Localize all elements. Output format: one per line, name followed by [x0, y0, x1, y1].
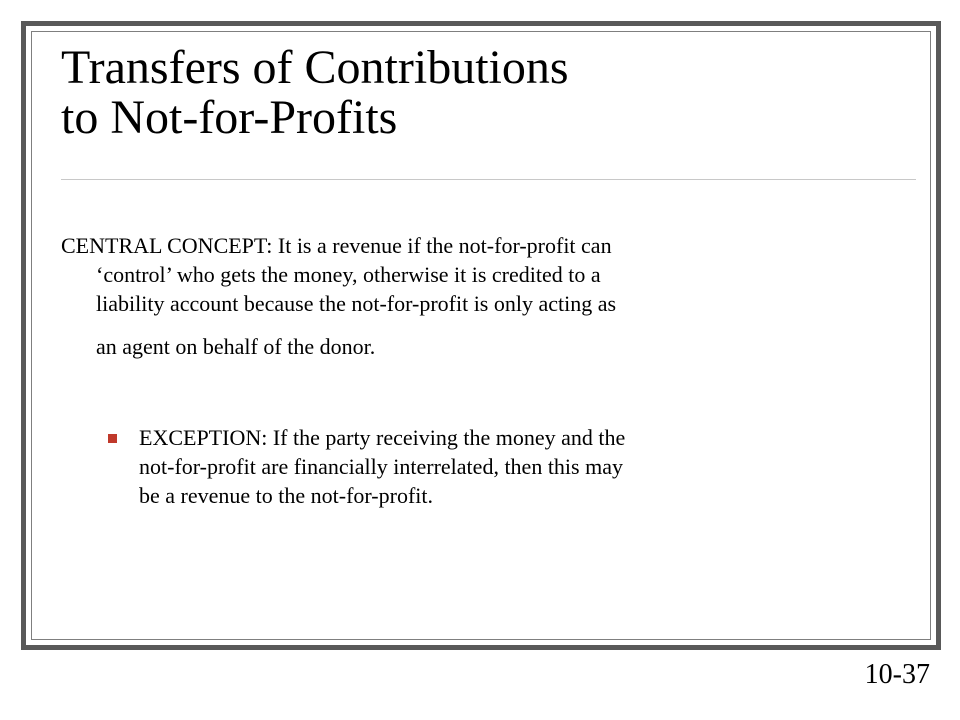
exception-line-2: not-for-profit are financially interrelated, then this may: [139, 454, 623, 479]
central-concept-line-4: an agent on behalf of the donor.: [96, 334, 376, 359]
central-concept-line-3: liability account because the not-for-profit is only acting as: [96, 291, 617, 316]
slide-title: [61, 43, 569, 143]
page-number: 10-37: [864, 659, 930, 690]
square-bullet-icon: [108, 434, 117, 443]
exception-text: [139, 423, 808, 510]
slide-frame: [21, 21, 941, 650]
central-concept-line-2: ‘control’ who gets the money, otherwise it is credited to a: [96, 262, 601, 287]
exception-line-1: EXCEPTION: If the party receiving the money and the: [139, 425, 626, 450]
exception-line-3: be a revenue to the not-for-profit.: [139, 483, 433, 508]
exception-bullet-item: [108, 423, 808, 510]
central-concept-paragraph: [61, 231, 821, 361]
slide-title-line-1: Transfers of Contributions: [61, 41, 569, 94]
central-concept-line-1: CENTRAL CONCEPT: It is a revenue if the not-for-profit can: [61, 233, 612, 258]
title-divider: [61, 179, 916, 180]
slide-title-line-2: to Not-for-Profits: [61, 91, 398, 144]
